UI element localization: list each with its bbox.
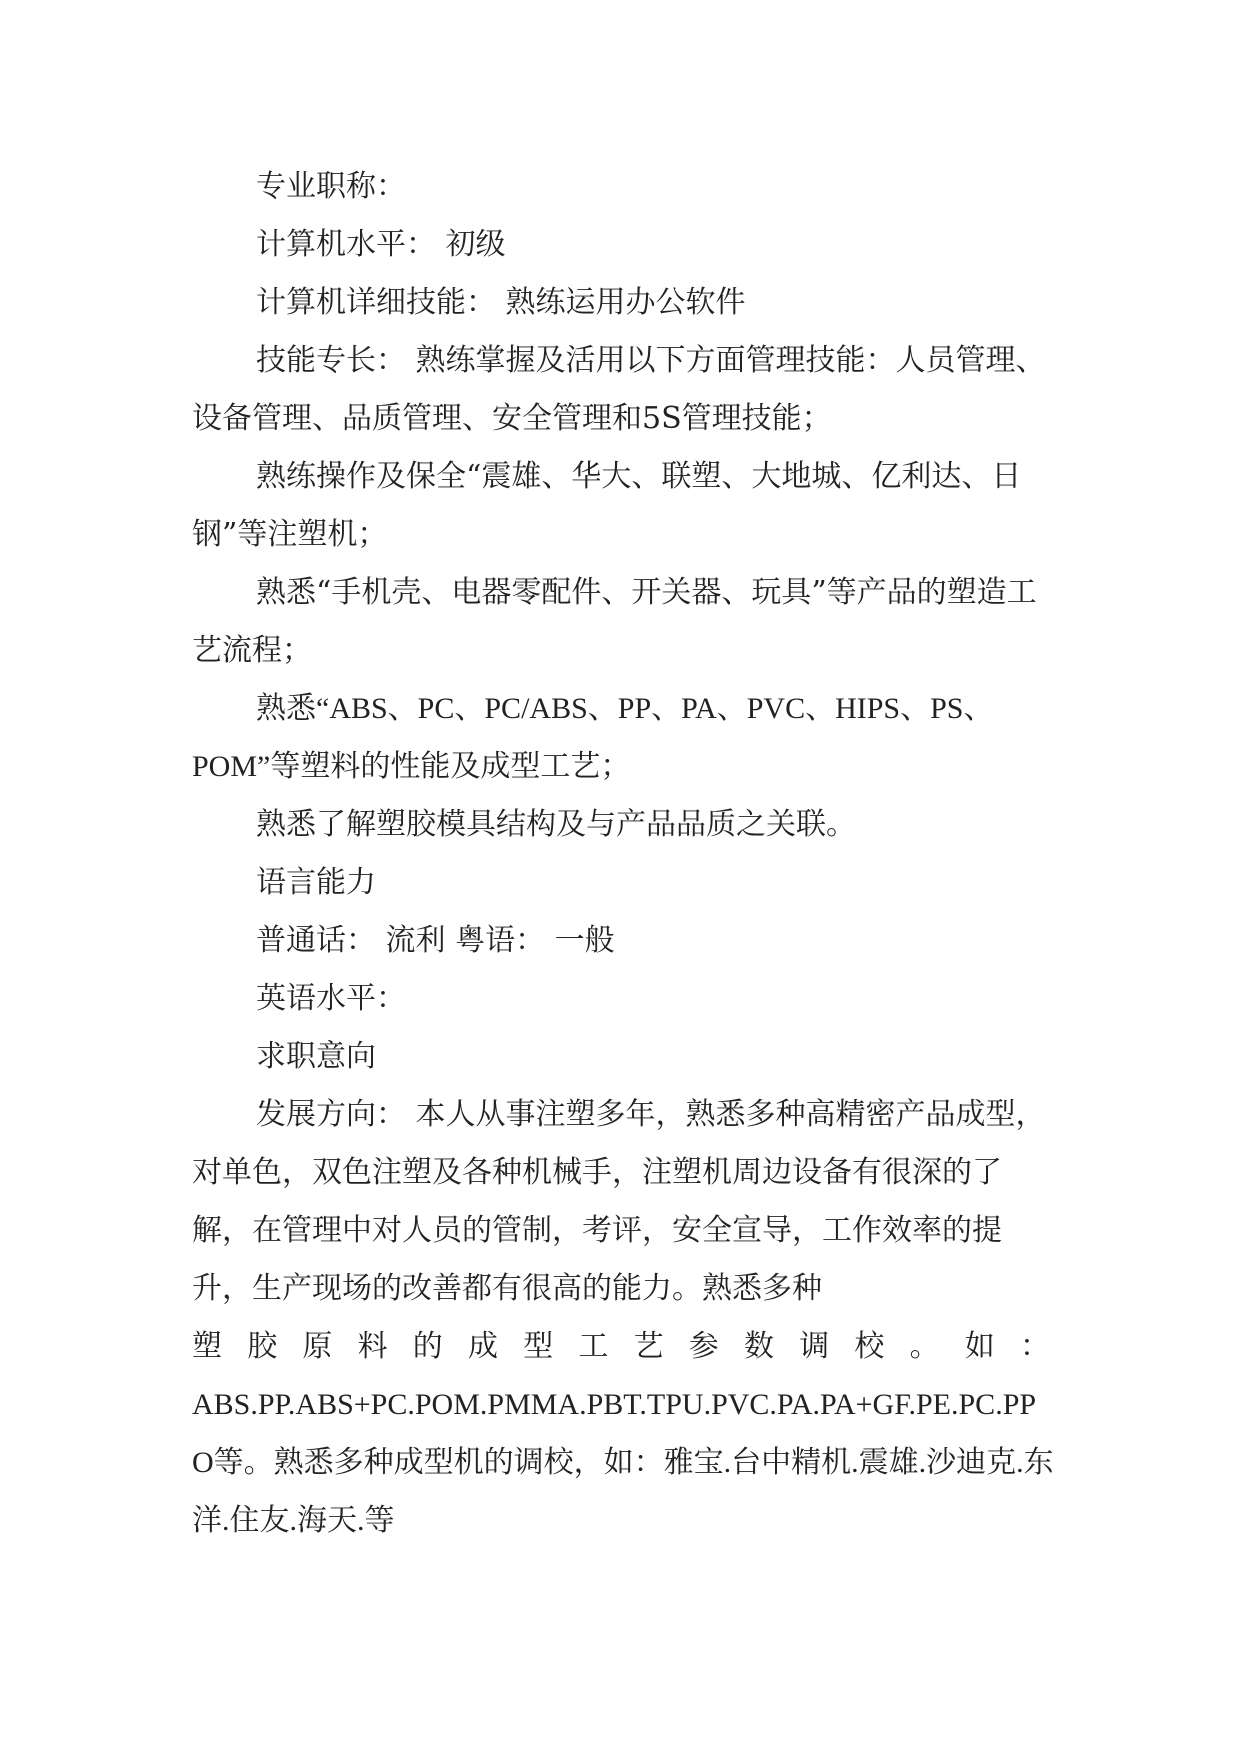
- resume-body: [192, 158, 1056, 1550]
- skill-molds-line: 熟悉了解塑胶模具结构及与产品品质之关联。: [256, 807, 856, 842]
- skill-products-paragraph: 熟悉“手机壳、电器零配件、开关器、玩具”等产品的塑造工艺流程；: [192, 575, 1037, 668]
- english-level-line: 英语水平：: [256, 981, 406, 1016]
- computer-level-line: 计算机水平： 初级: [256, 227, 506, 262]
- skills-intro-paragraph: 技能专长： 熟练掌握及活用以下方面管理技能：人员管理、设备管理、品质管理、安全管理和5S管理技能；: [192, 343, 1046, 436]
- language-detail-line: 普通话： 流利 粤语： 一般: [256, 923, 615, 958]
- computer-skills-line: 计算机详细技能： 熟练运用办公软件: [256, 285, 746, 320]
- development-materials-paragraph: ABS.PP.ABS+PC.POM.PMMA.PBT.TPU.PVC.PA.PA+GF.PE.PC.PPO等。熟悉多种成型机的调校，如：雅宝.台中精机.震雄.沙迪克.东洋.住友.海天.等: [192, 1388, 1054, 1537]
- job-intent-heading: 求职意向: [256, 1039, 376, 1074]
- development-spaced-line: 塑胶原料的成型工艺参数调校。如：: [192, 1329, 1056, 1364]
- development-paragraph: 发展方向： 本人从事注塑多年，熟悉多种高精密产品成型，对单色，双色注塑及各种机械手，注塑机周边设备有很深的了解，在管理中对人员的管制，考评，安全宣导，工作效率的提升，生产现场的改善都有很高的能力。熟悉多种: [192, 1097, 1046, 1306]
- skill-plastics-paragraph: 熟悉“ABS、PC、PC/ABS、PP、PA、PVC、HIPS、PS、POM”等塑料的性能及成型工艺；: [192, 692, 994, 783]
- skill-machines-paragraph: 熟练操作及保全“震雄、华大、联塑、大地城、亿利达、日钢”等注塑机；: [192, 459, 1022, 552]
- professional-title-line: 专业职称：: [256, 169, 406, 204]
- language-heading: 语言能力: [256, 865, 376, 900]
